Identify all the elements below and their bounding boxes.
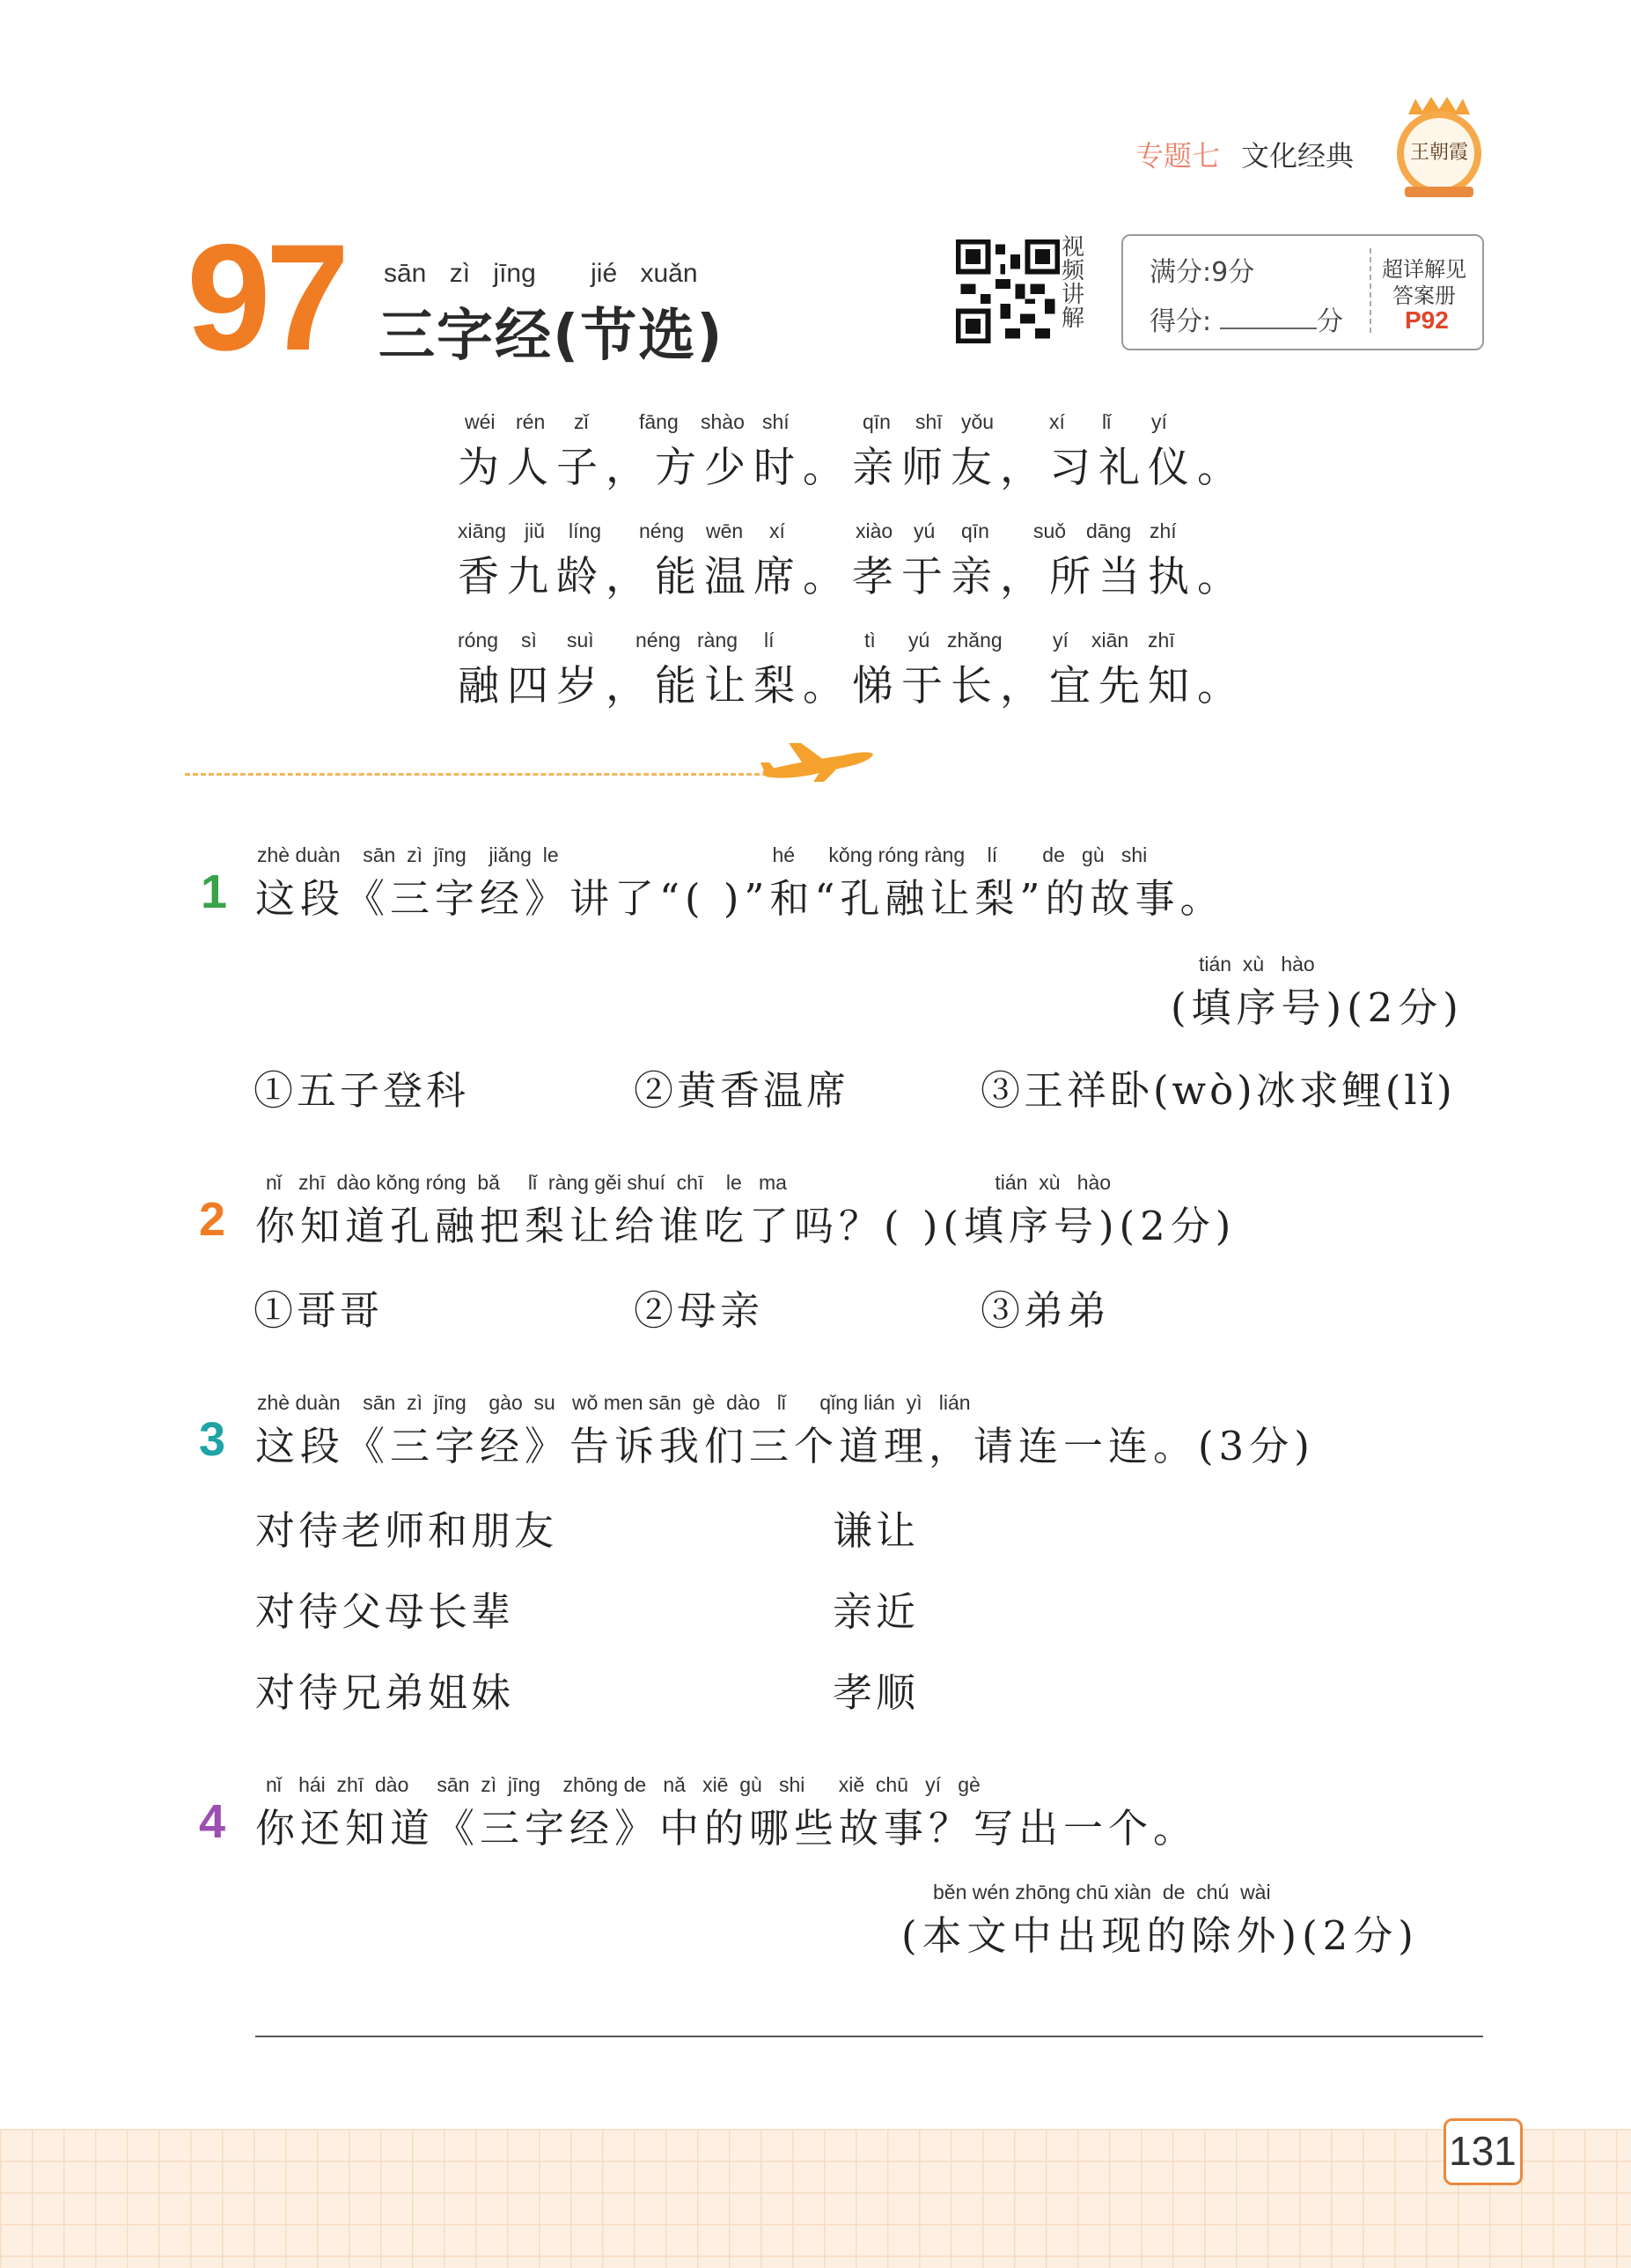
- airplane-icon: [759, 736, 877, 782]
- pinyin-syllable: rén: [516, 410, 546, 433]
- question-pinyin: nǐ hái zhī dào sān zì jīng zhōng de nǎ xiē gù shi xiě chū yí gè: [266, 1773, 981, 1796]
- match-right-item[interactable]: 谦让: [833, 1507, 920, 1554]
- answer-book: 答案册: [1392, 284, 1456, 308]
- topic-label: 专题七: [1135, 139, 1221, 173]
- pinyin-syllable: xiào: [856, 519, 893, 542]
- match-right-item[interactable]: 孝顺: [833, 1669, 920, 1716]
- pinyin-syllable: yú: [914, 519, 936, 542]
- question-text: 你还知道《三字经》中的哪些故事？写出一个。: [255, 1805, 1199, 1852]
- score-unit: 分: [1317, 306, 1343, 337]
- pinyin-syllable: zì: [449, 259, 471, 288]
- pinyin-syllable: zhǎng: [947, 629, 1003, 652]
- pinyin-syllable: yú: [908, 629, 930, 652]
- question-sub-pinyin: běn wén zhōng chū xiàn de chú wài: [933, 1881, 1271, 1904]
- pinyin-syllable: néng: [636, 629, 681, 652]
- pinyin-syllable: qīn: [961, 519, 989, 542]
- pinyin-syllable: jié: [591, 259, 618, 288]
- topic-name: 文化经典: [1241, 139, 1355, 173]
- poem-line: 融四岁，能让梨。悌于长，宜先知。: [458, 662, 1246, 711]
- question-hint: (本文中出现的除外)(2分): [901, 1912, 1419, 1959]
- pinyin-syllable: néng: [639, 519, 685, 542]
- score-label: 得分:: [1150, 306, 1212, 337]
- pinyin-syllable: jīng: [493, 259, 536, 288]
- question-sub-pinyin: tián xù hào: [1199, 953, 1315, 976]
- answer-line[interactable]: [255, 2036, 1483, 2037]
- option[interactable]: ②母亲: [634, 1287, 764, 1334]
- pinyin-syllable: sān: [384, 259, 427, 288]
- question-text: 这段《三字经》告诉我们三个道理，请连一连。(3分): [255, 1423, 1315, 1469]
- pinyin-syllable: shào: [701, 410, 745, 433]
- score-blank[interactable]: [1220, 328, 1317, 329]
- pinyin-syllable: fāng: [639, 410, 679, 433]
- footer-band: [0, 2129, 1631, 2268]
- pinyin-syllable: dāng: [1086, 519, 1132, 542]
- svg-text:王朝霞: 王朝霞: [1409, 142, 1469, 164]
- section-divider: [185, 773, 783, 776]
- answer-page: P92: [1405, 306, 1449, 334]
- score-divider: [1370, 248, 1371, 333]
- option[interactable]: ①哥哥: [253, 1287, 384, 1334]
- match-left-item[interactable]: 对待兄弟姐妹: [255, 1669, 515, 1716]
- match-left-item[interactable]: 对待父母长辈: [255, 1588, 515, 1635]
- brand-logo-icon: [1391, 95, 1488, 201]
- option[interactable]: ①五子登科: [253, 1067, 470, 1114]
- pinyin-syllable: qīn: [863, 410, 891, 433]
- question-number: 2: [199, 1193, 226, 1246]
- video-label[interactable]: 视频讲解: [1062, 234, 1085, 332]
- pinyin-syllable: lǐ: [1102, 410, 1112, 433]
- poem-line: 为人子，方少时。亲师友，习礼仪。: [458, 444, 1246, 492]
- pinyin-syllable: suì: [567, 629, 594, 652]
- question-number: 4: [199, 1795, 226, 1848]
- pinyin-syllable: xí: [1049, 410, 1065, 433]
- pinyin-syllable: yǒu: [961, 410, 995, 433]
- pinyin-syllable: suǒ: [1033, 519, 1067, 542]
- option[interactable]: ③弟弟: [981, 1287, 1111, 1334]
- qr-code-icon[interactable]: [956, 239, 1060, 343]
- pinyin-syllable: yí: [1151, 410, 1167, 433]
- option[interactable]: ②黄香温席: [634, 1067, 850, 1114]
- pinyin-syllable: tì: [864, 629, 876, 652]
- pinyin-syllable: wéi: [465, 410, 496, 433]
- title-pinyin: [384, 259, 698, 289]
- pinyin-syllable: zhī: [1148, 629, 1175, 652]
- question-pinyin: zhè duàn sān zì jīng gào su wǒ men sān gè dào lǐ qǐng lián yì lián: [257, 1391, 971, 1414]
- question-pinyin: zhè duàn sān zì jīng jiǎng le hé kǒng róng ràng lí de gù shi: [257, 843, 1148, 866]
- pinyin-syllable: xí: [769, 519, 785, 542]
- pinyin-syllable: yí: [1053, 629, 1069, 652]
- question-number: 1: [201, 865, 228, 918]
- question-hint: (填序号)(2分): [1171, 984, 1464, 1031]
- pinyin-syllable: lí: [764, 629, 775, 652]
- pinyin-syllable: xiāng: [458, 519, 506, 542]
- option[interactable]: ③王祥卧(wò)冰求鲤(lǐ): [981, 1067, 1456, 1114]
- pinyin-syllable: xiān: [1091, 629, 1129, 652]
- pinyin-syllable: róng: [458, 629, 499, 652]
- pinyin-syllable: ràng: [697, 629, 738, 652]
- question-text: 这段《三字经》讲了“( )”和“孔融让梨”的故事。: [255, 875, 1225, 922]
- pinyin-syllable: shí: [762, 410, 790, 433]
- pinyin-syllable: sì: [521, 629, 537, 652]
- page-number: 131: [1449, 2128, 1517, 2174]
- match-left-item[interactable]: 对待老师和朋友: [255, 1507, 558, 1554]
- pinyin-syllable: zǐ: [574, 410, 589, 433]
- pinyin-syllable: zhí: [1150, 519, 1177, 542]
- poem-line: 香九龄，能温席。孝于亲，所当执。: [458, 553, 1246, 601]
- lesson-title: 三字经(节选): [378, 304, 724, 369]
- lesson-number: 97: [187, 213, 345, 382]
- pinyin-syllable: wēn: [706, 519, 744, 542]
- match-right-item[interactable]: 亲近: [833, 1588, 920, 1635]
- pinyin-syllable: xuǎn: [640, 259, 698, 288]
- full-score: 满分:9分: [1150, 257, 1255, 288]
- question-text: 你知道孔融把梨让给谁吃了吗？( )(填序号)(2分): [255, 1203, 1237, 1249]
- question-number: 3: [199, 1413, 226, 1466]
- pinyin-syllable: líng: [569, 519, 602, 542]
- question-pinyin: nǐ zhī dào kǒng róng bǎ lǐ ràng gěi shuí chī le ma tián xù hào: [266, 1171, 1112, 1194]
- answer-hint: 超详解见: [1382, 257, 1466, 282]
- pinyin-syllable: jiǔ: [525, 519, 546, 542]
- pinyin-syllable: shī: [915, 410, 943, 433]
